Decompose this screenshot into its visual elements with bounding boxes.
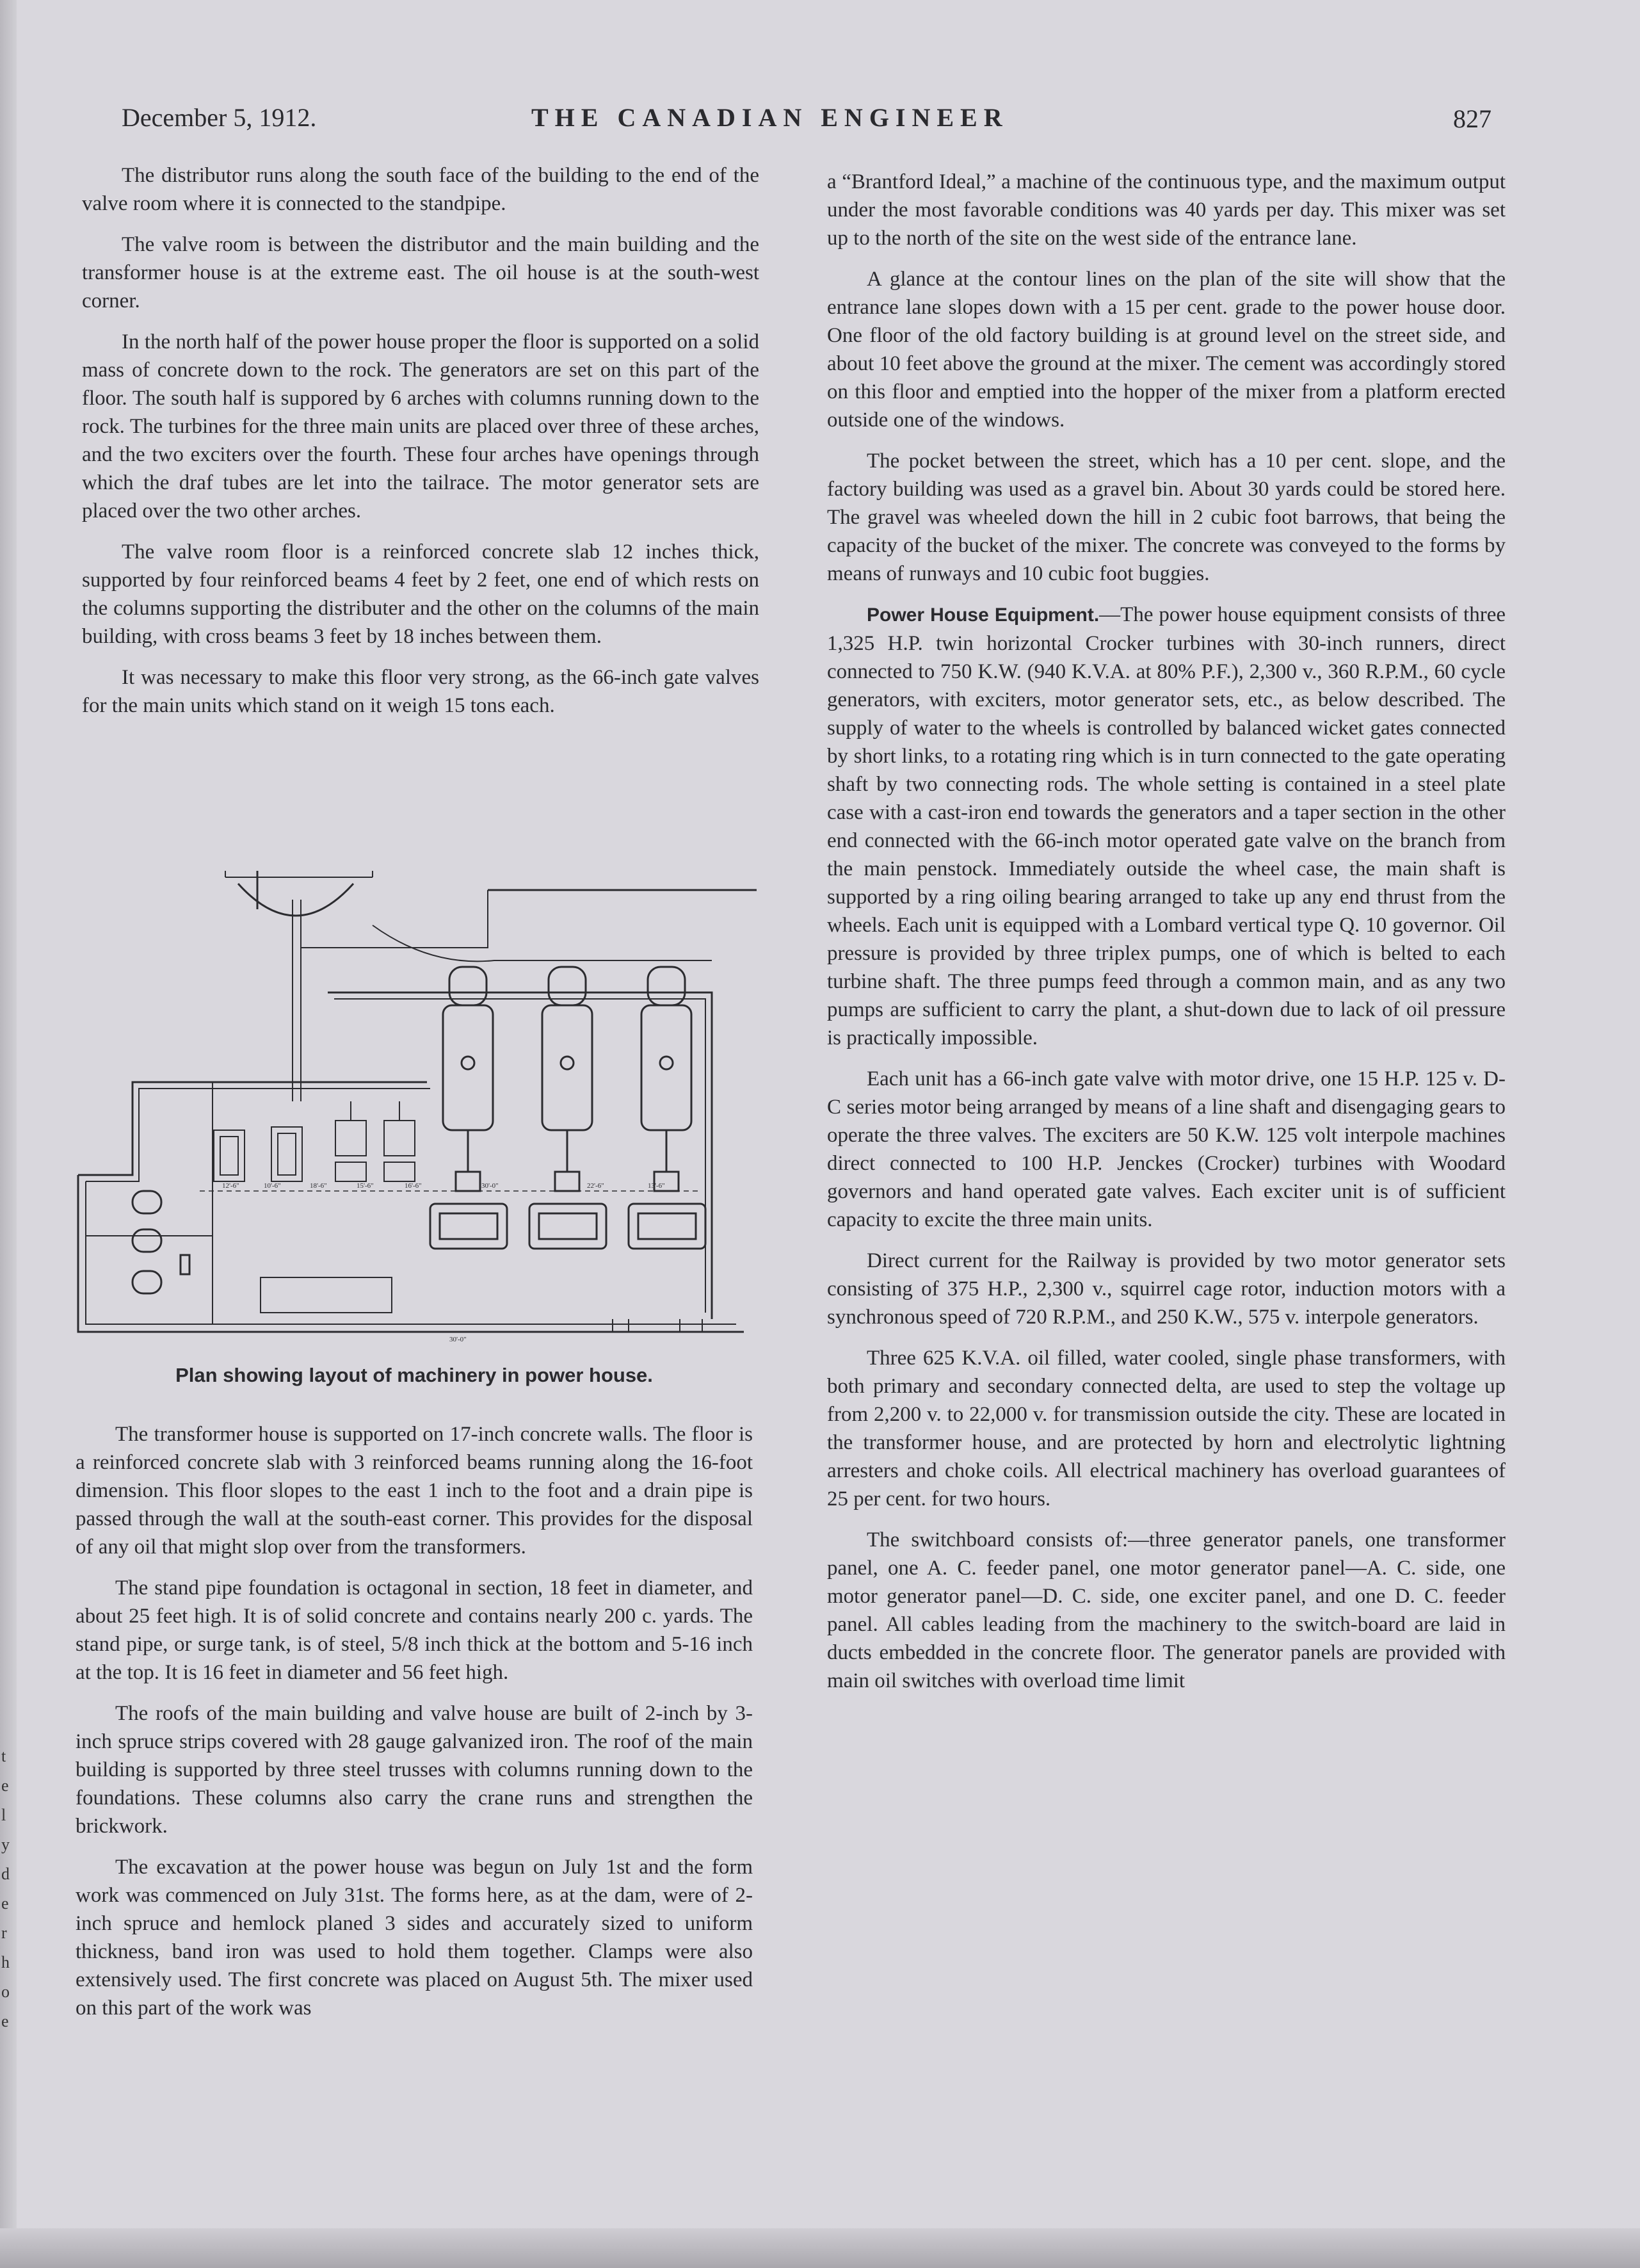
dimension-label: 13'-6"	[648, 1182, 665, 1190]
figure-caption: Plan showing layout of machinery in power house.	[175, 1364, 653, 1386]
paragraph: Direct current for the Railway is provided by two motor generator sets consisting of 375 H.P., 2,300 v., squirrel cage rotor, induction motors with a synchronous speed of 720 R.P.M., and 250 K.W., 575 v. interpole generators.	[827, 1249, 1506, 1329]
header-date: December 5, 1912.	[122, 103, 317, 132]
dimension-label: 30'-0"	[481, 1182, 499, 1190]
standpipe-outline	[225, 871, 373, 877]
paragraph: The roofs of the main building and valve house are built of 2-inch by 3-inch spruce strips covered with 28 gauge galvanized iron. The roof of the main building is supported by three steel trusses with columns running down to the foundations. These columns also carry the crane runs and strengthen the brickwork.	[76, 1702, 753, 1838]
paragraph: The stand pipe foundation is octagonal in section, 18 feet in diameter, and about 25 feet high. It is of solid concrete and contains nearly 200 c. yards. The stand pipe, or surge tank, is of steel, 5/8 inch thick at the bottom and 5-16 inch at the top. It is 16 feet in diameter and 56 feet high.	[76, 1576, 753, 1684]
doorway	[613, 1319, 702, 1332]
paragraph: The valve room is between the distributor and the main building and the transformer house is at the extreme east. The oil house is at the south-west corner.	[82, 233, 759, 312]
running-header	[122, 102, 1491, 141]
dimension-label: 30'-0"	[449, 1336, 467, 1343]
switchboard-platform	[261, 1277, 392, 1313]
paragraph: It was necessary to make this floor very strong, as the 66-inch gate valves for the main units which stand on it weigh 15 tons each.	[82, 666, 759, 717]
turbine-unit-2	[529, 967, 606, 1249]
section-heading: Power House Equipment.	[867, 604, 1100, 626]
paragraph-power-house-equipment	[827, 601, 1506, 1052]
transformers	[133, 1191, 189, 1293]
building-wall	[78, 1082, 427, 1175]
paragraph: The valve room floor is a reinforced concrete slab 12 inches thick, supported by four reinforced beams 4 feet by 2 feet, one end of which rests on the columns supporting the distributer and the other on the columns of the main building, with cross beams 3 feet by 18 inches between them.	[82, 540, 759, 648]
paragraph: In the north half of the power house proper the floor is supported on a solid mass of concrete down to the rock. The generators are set on this part of the floor. The south half is suppored by 6 arches with columns running down to the rock. The turbines for the three main units are placed over three of these arches, and the two exciters over the fourth. These four arches have openings through which the draf tubes are let into the tailrace. The motor generator sets are placed over the two other arches.	[82, 330, 759, 522]
left-column-top	[82, 161, 759, 733]
machinery-layout-drawing	[72, 871, 757, 1357]
dimension-label: 22'-6"	[587, 1182, 604, 1190]
building-wall	[78, 1175, 744, 1332]
pipe	[293, 900, 301, 1101]
margin-letter: r	[1, 1924, 7, 1942]
dimension-label: 16'-6"	[405, 1182, 422, 1190]
margin-letter: o	[1, 1982, 10, 2001]
dimension-label: 15'-6"	[357, 1182, 374, 1190]
right-column	[827, 168, 1506, 1708]
paragraph: Each unit has a 66-inch gate valve with motor drive, one 15 H.P. 125 v. D-C series motor being arranged by means of a line shaft and disengaging gears to operate the three valves. The exciters are 50 K.W. 125 volt interpole machines direct connected to 100 H.P. Jenckes (Crocker) turbines with Woodard governors and hand operated gate valves. Each exciter unit is of sufficient capacity to excite the three main units.	[827, 1067, 1506, 1231]
paragraph: The switchboard consists of:—three generator panels, one transformer panel, one A. C. feeder panel, one motor generator panel—A. C. side, one motor generator panel—D. C. side, one exciter panel, and one D. C. feeder panel. All cables leading from the machinery to the switch-board are laid in ducts embedded in the concrete floor. The generator panels are provided with main oil switches with overload time limit	[827, 1528, 1506, 1692]
page-number: 827	[1453, 104, 1491, 133]
adjacent-page-fragment	[1, 1742, 13, 2036]
dimension-label: 18'-6"	[310, 1182, 327, 1190]
paragraph-body: —The power house equipment consists of three 1,325 H.P. twin horizontal Crocker turbines with 30-inch runners, direct connected to 750 K.W. (940 K.V.A. at 80% P.F.), 2,300 v., 360 R.P.M., 60 cycle generators, with exciters, motor generator sets, etc., as below described. The supply of water to the wheels is controlled by balanced wicket gates connected by short links, to a rotating ring which is in turn connected to the gate operating shaft by two connecting rods. The whole setting is contained in a steel plate case with a cast-iron end towards the generators and a taper section in the other end connected with the 66-inch motor operated gate valve on the branch from the main penstock. Immediately outside the wheel case, the main shaft is supported by a ring oiling bearing arranged to take up any end thrust from the wheels. Each unit is equipped with a Lombard vertical type Q. 10 governor. Oil pressure is provided by three triplex pumps, one of which is belted to each turbine shaft. The three pumps feed through a common main, and as any two pumps are sufficient to carry the plant, a shut-down due to lack of oil pressure is practically impossible.	[827, 603, 1506, 1049]
paragraph: Three 625 K.V.A. oil filled, water cooled, single phase transformers, with both primary and secondary connected delta, are used to step the voltage up from 2,200 v. to 22,000 v. for transmission outside the city. These are located in the transformer house, and are protected by horn and electrolytic lightning arresters and choke coils. All electrical machinery has overload guarantees of 25 per cent. for two hours.	[827, 1347, 1506, 1511]
standpipe-arc	[238, 884, 353, 916]
building-wall	[86, 1181, 736, 1324]
margin-letter: e	[1, 1894, 9, 1913]
margin-letter: l	[1, 1806, 6, 1824]
margin-letter: e	[1, 1776, 9, 1795]
paragraph: The excavation at the power house was begun on July 1st and the form work was commenced on July 31st. The forms here, as at the dam, were of 2-inch spruce and hemlock planed 3 sides and accurately sized to uniform thickness, band iron was used to hold them together. Clamps were also extensively used. The first concrete was placed on August 5th. The mixer used on this part of the work was	[76, 1856, 753, 2020]
building-wall	[86, 1089, 430, 1181]
margin-letter: t	[1, 1747, 6, 1765]
paragraph: A glance at the contour lines on the plan of the site will show that the entrance lane slopes down with a 15 per cent. grade to the power house door. One floor of the old factory building is at ground level on the street side, and about 10 feet above the ground at the mixer. The cement was accordingly stored on this floor and emptied into the hopper of the mixer from a platform erected outside one of the windows.	[827, 268, 1506, 432]
dimension-label: 12'-6"	[222, 1182, 239, 1190]
margin-letter: h	[1, 1953, 10, 1972]
turbine-unit-3	[629, 967, 705, 1249]
margin-letter: d	[1, 1865, 10, 1883]
margin-letter: e	[1, 2012, 9, 2030]
turbine-unit-1	[430, 967, 507, 1249]
power-house-plan-figure	[72, 871, 757, 1357]
pipe	[373, 925, 712, 961]
paragraph: The distributor runs along the south face of the building to the end of the valve room where it is connected to the standpipe.	[82, 164, 759, 215]
left-column-bottom	[76, 1420, 753, 2035]
paragraph: The pocket between the street, which has a 10 per cent. slope, and the factory building was used as a gravel bin. About 30 yards could be stored here. The gravel was wheeled down the hill in 2 cubic foot barrows, that being the capacity of the bucket of the mixer. The concrete was conveyed to the forms by means of runways and 10 cubic foot buggies.	[827, 450, 1506, 585]
dimension-label: 10'-6"	[264, 1182, 281, 1190]
scan-bottom-edge	[0, 2228, 1640, 2268]
margin-letter: y	[1, 1835, 10, 1854]
paragraph: The transformer house is supported on 17-inch concrete walls. The floor is a reinforced concrete slab with 3 reinforced beams running along the 16-foot dimension. This floor slopes to the east 1 inch to the foot and a drain pipe is passed through the wall at the south-east corner. This provides for the disposal of any oil that might slop over from the transformers.	[76, 1423, 753, 1559]
paragraph: a “Brantford Ideal,” a machine of the continuous type, and the maximum output under the most favorable conditions was 40 yards per day. This mixer was set up to the north of the site on the west side of the entrance lane.	[827, 170, 1506, 250]
motor-generator-sets	[214, 1101, 415, 1181]
journal-title: THE CANADIAN ENGINEER	[531, 103, 1009, 132]
